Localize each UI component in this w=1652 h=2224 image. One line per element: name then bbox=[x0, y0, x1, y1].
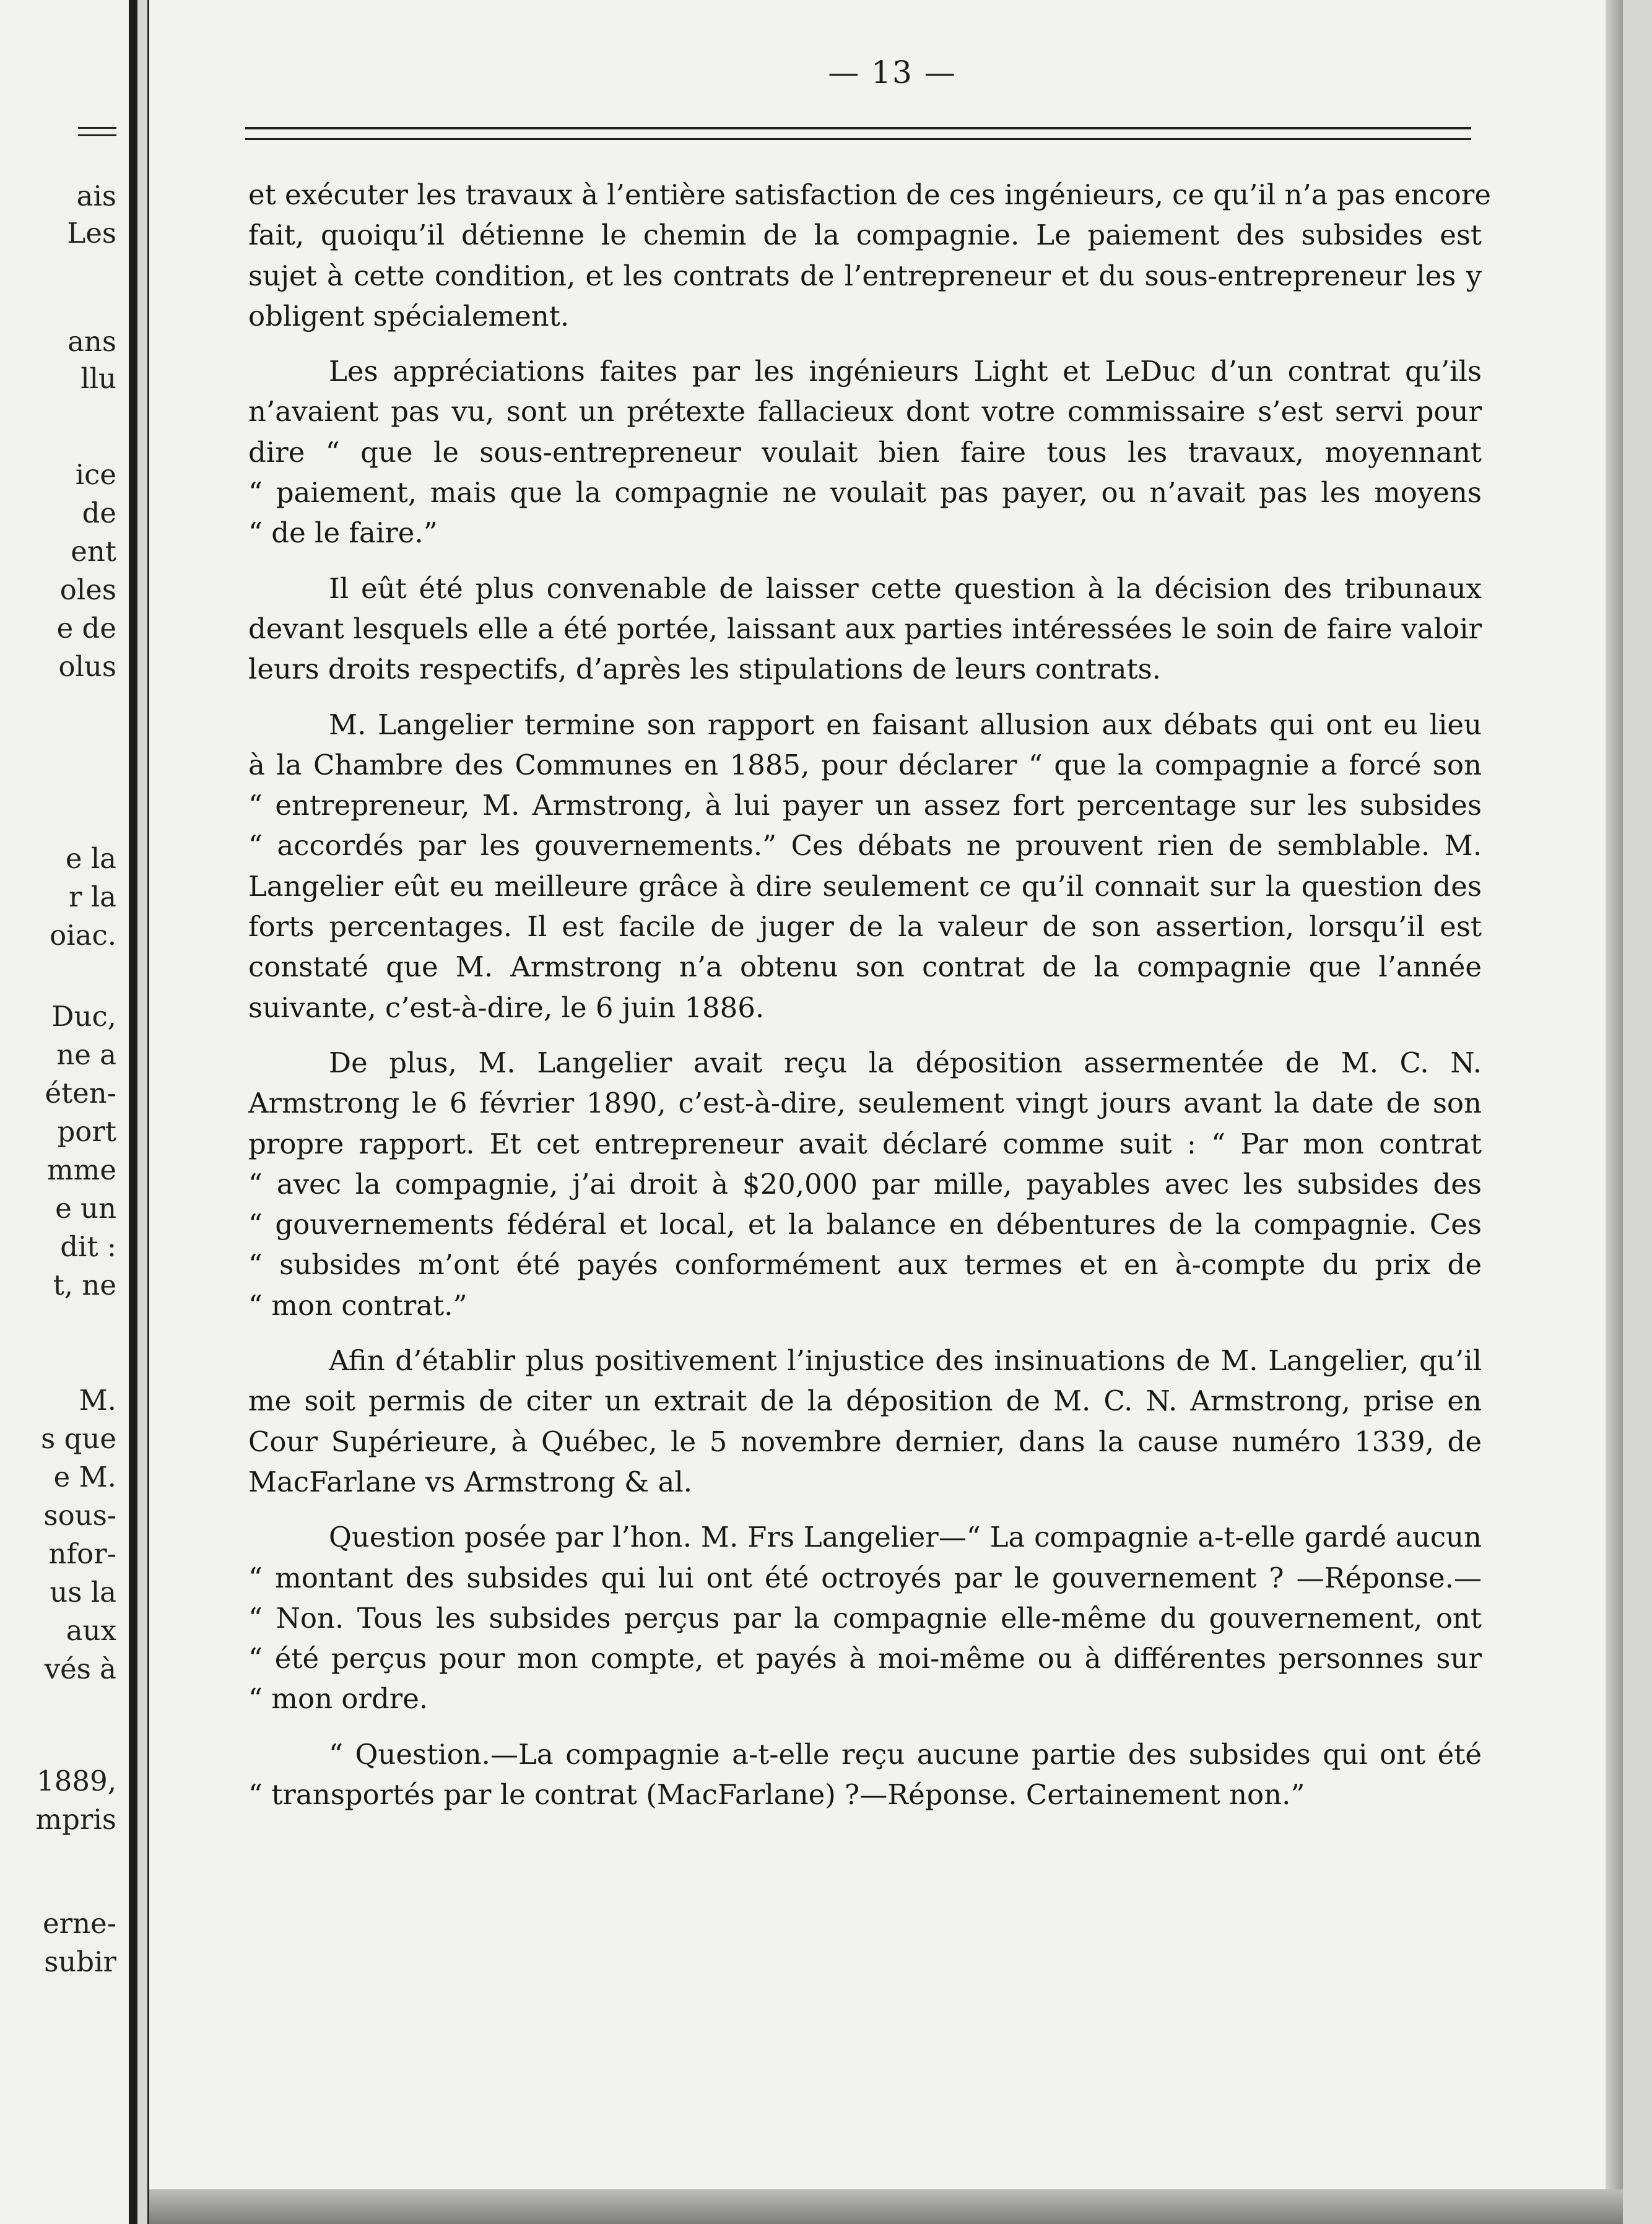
text-line: Afin d’établir plus positivement l’injustice des insinuations de M. Langelier, qu’il bbox=[329, 1344, 1482, 1378]
facing-page-fragment: e un bbox=[55, 1192, 116, 1225]
text-line: “ entrepreneur, M. Armstrong, à lui payer un assez fort percentage sur les subsides bbox=[248, 789, 1482, 822]
paragraph bbox=[248, 1734, 1482, 1815]
text-line: “ mon contrat.” bbox=[248, 1288, 467, 1322]
paragraph bbox=[248, 1043, 1482, 1326]
text-line: devant lesquels elle a été portée, laissant aux parties intéressées le soin de faire valoir bbox=[248, 612, 1482, 645]
facing-page-fragment: sous- bbox=[43, 1499, 116, 1532]
paragraph bbox=[248, 1517, 1482, 1719]
body-text bbox=[248, 175, 1491, 1830]
text-line: “ transportés par le contrat (MacFarlane) ?—Réponse. Certainement non.” bbox=[248, 1778, 1305, 1811]
text-line: De plus, M. Langelier avait reçu la déposition assermentée de M. C. N. bbox=[329, 1046, 1482, 1079]
paragraph bbox=[248, 175, 1491, 336]
facing-page-fragment: nfor- bbox=[48, 1537, 116, 1570]
text-line: dire “ que le sous-entrepreneur voulait bien faire tous les travaux, moyennant bbox=[248, 435, 1482, 469]
text-line: Langelier eût eu meilleure grâce à dire seulement ce qu’il connait sur la question des bbox=[248, 869, 1482, 903]
facing-page-fragment: Duc, bbox=[51, 1000, 116, 1033]
facing-page-fragment: ent bbox=[71, 535, 116, 568]
facing-page-fragment: port bbox=[57, 1115, 116, 1148]
facing-page-fragment: oles bbox=[59, 573, 116, 606]
facing-page-fragment: s que bbox=[41, 1422, 116, 1455]
facing-page-fragment: Les bbox=[67, 217, 116, 250]
text-line: fait, quoiqu’il détienne le chemin de la compagnie. Le paiement des subsides est bbox=[248, 219, 1482, 252]
text-line: “ de le faire.” bbox=[248, 516, 438, 550]
text-line: “ gouvernements fédéral et local, et la balance en débentures de la compagnie. Ces bbox=[248, 1208, 1482, 1241]
facing-page-fragment: us la bbox=[50, 1576, 116, 1609]
paragraph bbox=[248, 568, 1482, 690]
facing-page-fragment: dit : bbox=[60, 1230, 116, 1263]
text-line: “ accordés par les gouvernements.” Ces débats ne prouvent rien de semblable. M. bbox=[248, 829, 1482, 862]
facing-page-fragment: de bbox=[82, 497, 116, 529]
text-line: “ avec la compagnie, j’ai droit à $20,000 par mille, payables avec les subsides des bbox=[248, 1167, 1482, 1201]
facing-page-fragment: éten- bbox=[45, 1077, 116, 1110]
text-line: n’avaient pas vu, sont un prétexte fallacieux dont votre commissaire s’est servi pour bbox=[248, 395, 1482, 428]
paragraph bbox=[248, 705, 1482, 1028]
text-line: forts percentages. Il est facile de juger de la valeur de son assertion, lorsqu’il est bbox=[248, 910, 1482, 944]
paragraph bbox=[248, 1340, 1482, 1502]
text-line: propre rapport. Et cet entrepreneur avait déclaré comme suit : “ Par mon contrat bbox=[248, 1127, 1482, 1160]
text-line: Armstrong le 6 février 1890, c’est-à-dire, seulement vingt jours avant la date de son bbox=[248, 1087, 1482, 1120]
facing-page-fragment: ice bbox=[75, 458, 116, 491]
text-line: sujet à cette condition, et les contrats de l’entrepreneur et du sous-entrepreneur les y bbox=[248, 259, 1482, 292]
facing-page-edge bbox=[0, 0, 137, 2224]
text-line: constaté que M. Armstrong n’a obtenu son contrat de la compagnie que l’année bbox=[248, 950, 1482, 984]
text-line: M. Langelier termine son rapport en faisant allusion aux débats qui ont eu lieu bbox=[329, 708, 1482, 741]
page-bottom-edge bbox=[149, 2189, 1623, 2224]
text-line: leurs droits respectifs, d’après les stipulations de leurs contrats. bbox=[248, 653, 1161, 686]
facing-page-fragment: vés à bbox=[44, 1653, 116, 1685]
facing-page-fragment: ans bbox=[67, 325, 116, 358]
facing-page-fragment: oiac. bbox=[50, 919, 116, 952]
facing-page-fragment: ais bbox=[76, 180, 116, 212]
text-line: MacFarlane vs Armstrong & al. bbox=[248, 1465, 693, 1498]
header-double-rule bbox=[245, 127, 1471, 140]
facing-page-fragment: e la bbox=[65, 842, 116, 875]
text-line: obligent spécialement. bbox=[248, 299, 570, 332]
text-line: “ été perçus pour mon compte, et payés à moi-même ou à différentes personnes sur bbox=[248, 1642, 1482, 1675]
text-line: “ subsides m’ont été payés conformément aux termes et en à-compte du prix de bbox=[248, 1248, 1482, 1282]
facing-page-fragment: olus bbox=[58, 650, 116, 683]
paragraph bbox=[248, 351, 1482, 553]
text-line: “ paiement, mais que la compagnie ne voulait pas payer, ou n’avait pas les moyens bbox=[248, 476, 1482, 510]
text-line: Question posée par l’hon. M. Frs Langelier—“ La compagnie a-t-elle gardé aucun bbox=[329, 1521, 1482, 1554]
text-line: à la Chambre des Communes en 1885, pour déclarer “ que la compagnie a forcé son bbox=[248, 748, 1482, 781]
document-page bbox=[147, 0, 1623, 2224]
facing-page-fragment: subir bbox=[44, 1945, 116, 1978]
text-line: Il eût été plus convenable de laisser cette question à la décision des tribunaux bbox=[329, 571, 1482, 605]
facing-page-rule bbox=[78, 127, 116, 136]
page-number: — 13 — bbox=[828, 54, 957, 90]
facing-page-fragment: e de bbox=[56, 612, 116, 645]
facing-page-fragment: M. bbox=[79, 1384, 116, 1417]
page-right-edge bbox=[1606, 0, 1623, 2224]
facing-page-fragment: mme bbox=[47, 1153, 116, 1186]
facing-page-fragment: llu bbox=[80, 362, 116, 395]
text-line: et exécuter les travaux à l’entière satisfaction de ces ingénieurs, ce qu’il n’a pas encore bbox=[248, 178, 1491, 211]
facing-page-fragment: ne a bbox=[56, 1038, 116, 1071]
text-line: “ Question.—La compagnie a-t-elle reçu aucune partie des subsides qui ont été bbox=[329, 1737, 1482, 1771]
facing-page-fragment: erne- bbox=[43, 1907, 116, 1940]
text-line: me soit permis de citer un extrait de la déposition de M. C. N. Armstrong, prise en bbox=[248, 1384, 1482, 1418]
text-line: Les appréciations faites par les ingénieurs Light et LeDuc d’un contrat qu’ils bbox=[329, 355, 1482, 388]
text-line: “ mon ordre. bbox=[248, 1682, 428, 1716]
facing-page-fragment: r la bbox=[68, 880, 116, 913]
facing-page-fragment: e M. bbox=[53, 1461, 116, 1493]
book-gutter bbox=[129, 0, 137, 2224]
text-line: “ montant des subsides qui lui ont été octroyés par le gouvernement ? —Réponse.— bbox=[248, 1561, 1482, 1594]
text-line: suivante, c’est-à-dire, le 6 juin 1886. bbox=[248, 991, 765, 1024]
text-line: Cour Supérieure, à Québec, le 5 novembre dernier, dans la cause numéro 1339, de bbox=[248, 1425, 1482, 1458]
facing-page-fragment: mpris bbox=[35, 1803, 116, 1836]
facing-page-fragment: 1889, bbox=[37, 1765, 116, 1797]
facing-page-fragment: aux bbox=[66, 1614, 116, 1647]
text-line: “ Non. Tous les subsides perçus par la compagnie elle-même du gouvernement, ont bbox=[248, 1601, 1482, 1635]
facing-page-fragment: t, ne bbox=[53, 1269, 116, 1301]
